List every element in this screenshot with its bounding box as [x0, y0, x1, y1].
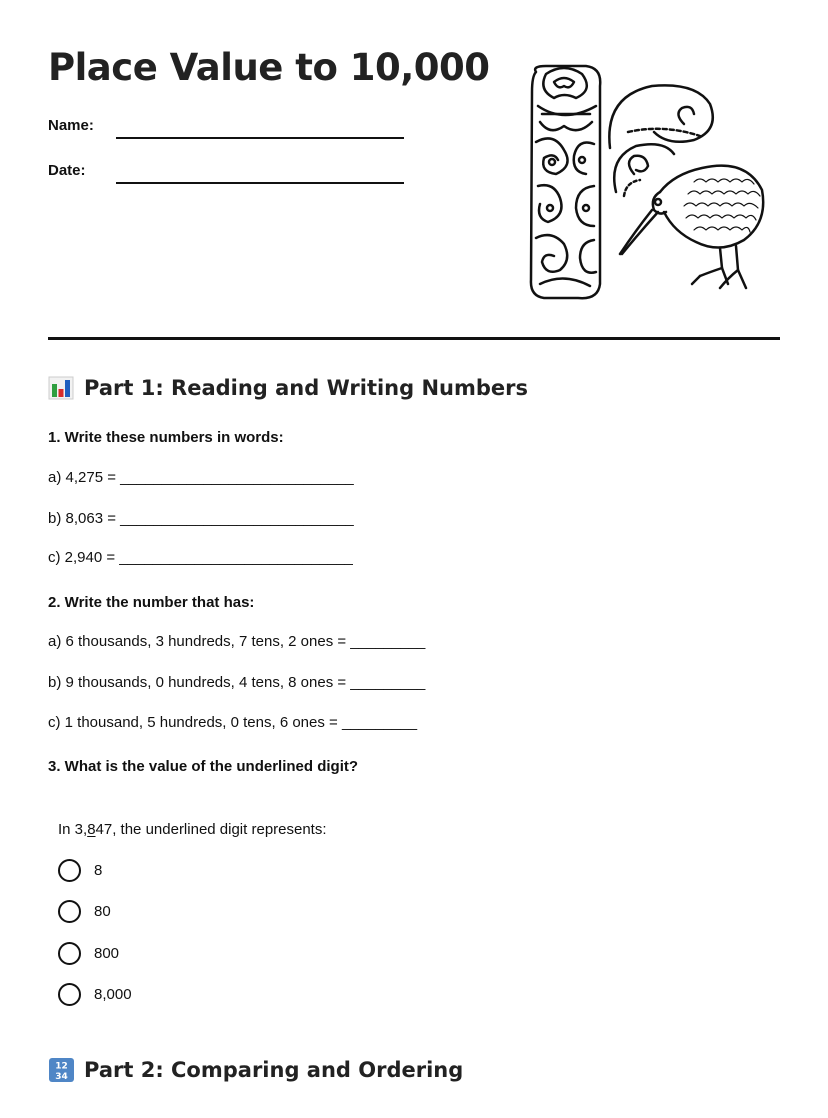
- radio-button[interactable]: [58, 900, 81, 923]
- question-2c: c) 1 thousand, 5 hundreds, 0 tens, 6 ones = _________: [48, 714, 418, 731]
- option-8000[interactable]: [58, 983, 132, 1006]
- page-title: Place Value to 10,000: [48, 46, 490, 89]
- date-label: Date:: [48, 162, 86, 179]
- question-1a: a) 4,275 = ____________________________: [48, 469, 354, 486]
- option-80[interactable]: [58, 900, 111, 923]
- kiwi-and-maori-carving-icon: [524, 62, 774, 307]
- question-2b: b) 9 thousands, 0 hundreds, 4 tens, 8 ones = _________: [48, 674, 426, 691]
- date-field[interactable]: [116, 182, 404, 184]
- question-2-prompt: 2. Write the number that has:: [48, 594, 255, 611]
- part2-title-text: Part 2: Comparing and Ordering: [84, 1058, 464, 1082]
- numbers-1234-icon: [48, 1058, 74, 1082]
- svg-text:34: 34: [55, 1072, 68, 1082]
- option-label: 8: [94, 862, 103, 879]
- svg-text:12: 12: [55, 1061, 68, 1072]
- question-3-prompt: 3. What is the value of the underlined digit?: [48, 758, 359, 775]
- stem-after: 47, the underlined digit represents:: [95, 821, 327, 838]
- option-8[interactable]: [58, 859, 102, 882]
- question-1c: c) 2,940 = ____________________________: [48, 549, 353, 566]
- option-label: 8,000: [94, 986, 132, 1003]
- part1-title-text: Part 1: Reading and Writing Numbers: [84, 376, 529, 400]
- radio-button[interactable]: [58, 983, 81, 1006]
- question-2a: a) 6 thousands, 3 hundreds, 7 tens, 2 ones = _________: [48, 633, 426, 650]
- question-3-stem: [58, 821, 327, 838]
- bar-chart-icon: [48, 376, 74, 400]
- part1-title: [48, 376, 528, 400]
- question-1-prompt: 1. Write these numbers in words:: [48, 429, 284, 446]
- part2-title: [48, 1058, 463, 1082]
- name-field[interactable]: [116, 137, 404, 139]
- name-label: Name:: [48, 117, 94, 134]
- question-1b: b) 8,063 = ____________________________: [48, 510, 354, 527]
- option-800[interactable]: [58, 942, 119, 965]
- option-label: 80: [94, 903, 111, 920]
- stem-before: In 3,: [58, 821, 88, 838]
- section-divider: [48, 337, 780, 340]
- option-label: 800: [94, 945, 120, 962]
- radio-button[interactable]: [58, 942, 81, 965]
- radio-button[interactable]: [58, 859, 81, 882]
- underlined-digit: 8: [87, 821, 96, 838]
